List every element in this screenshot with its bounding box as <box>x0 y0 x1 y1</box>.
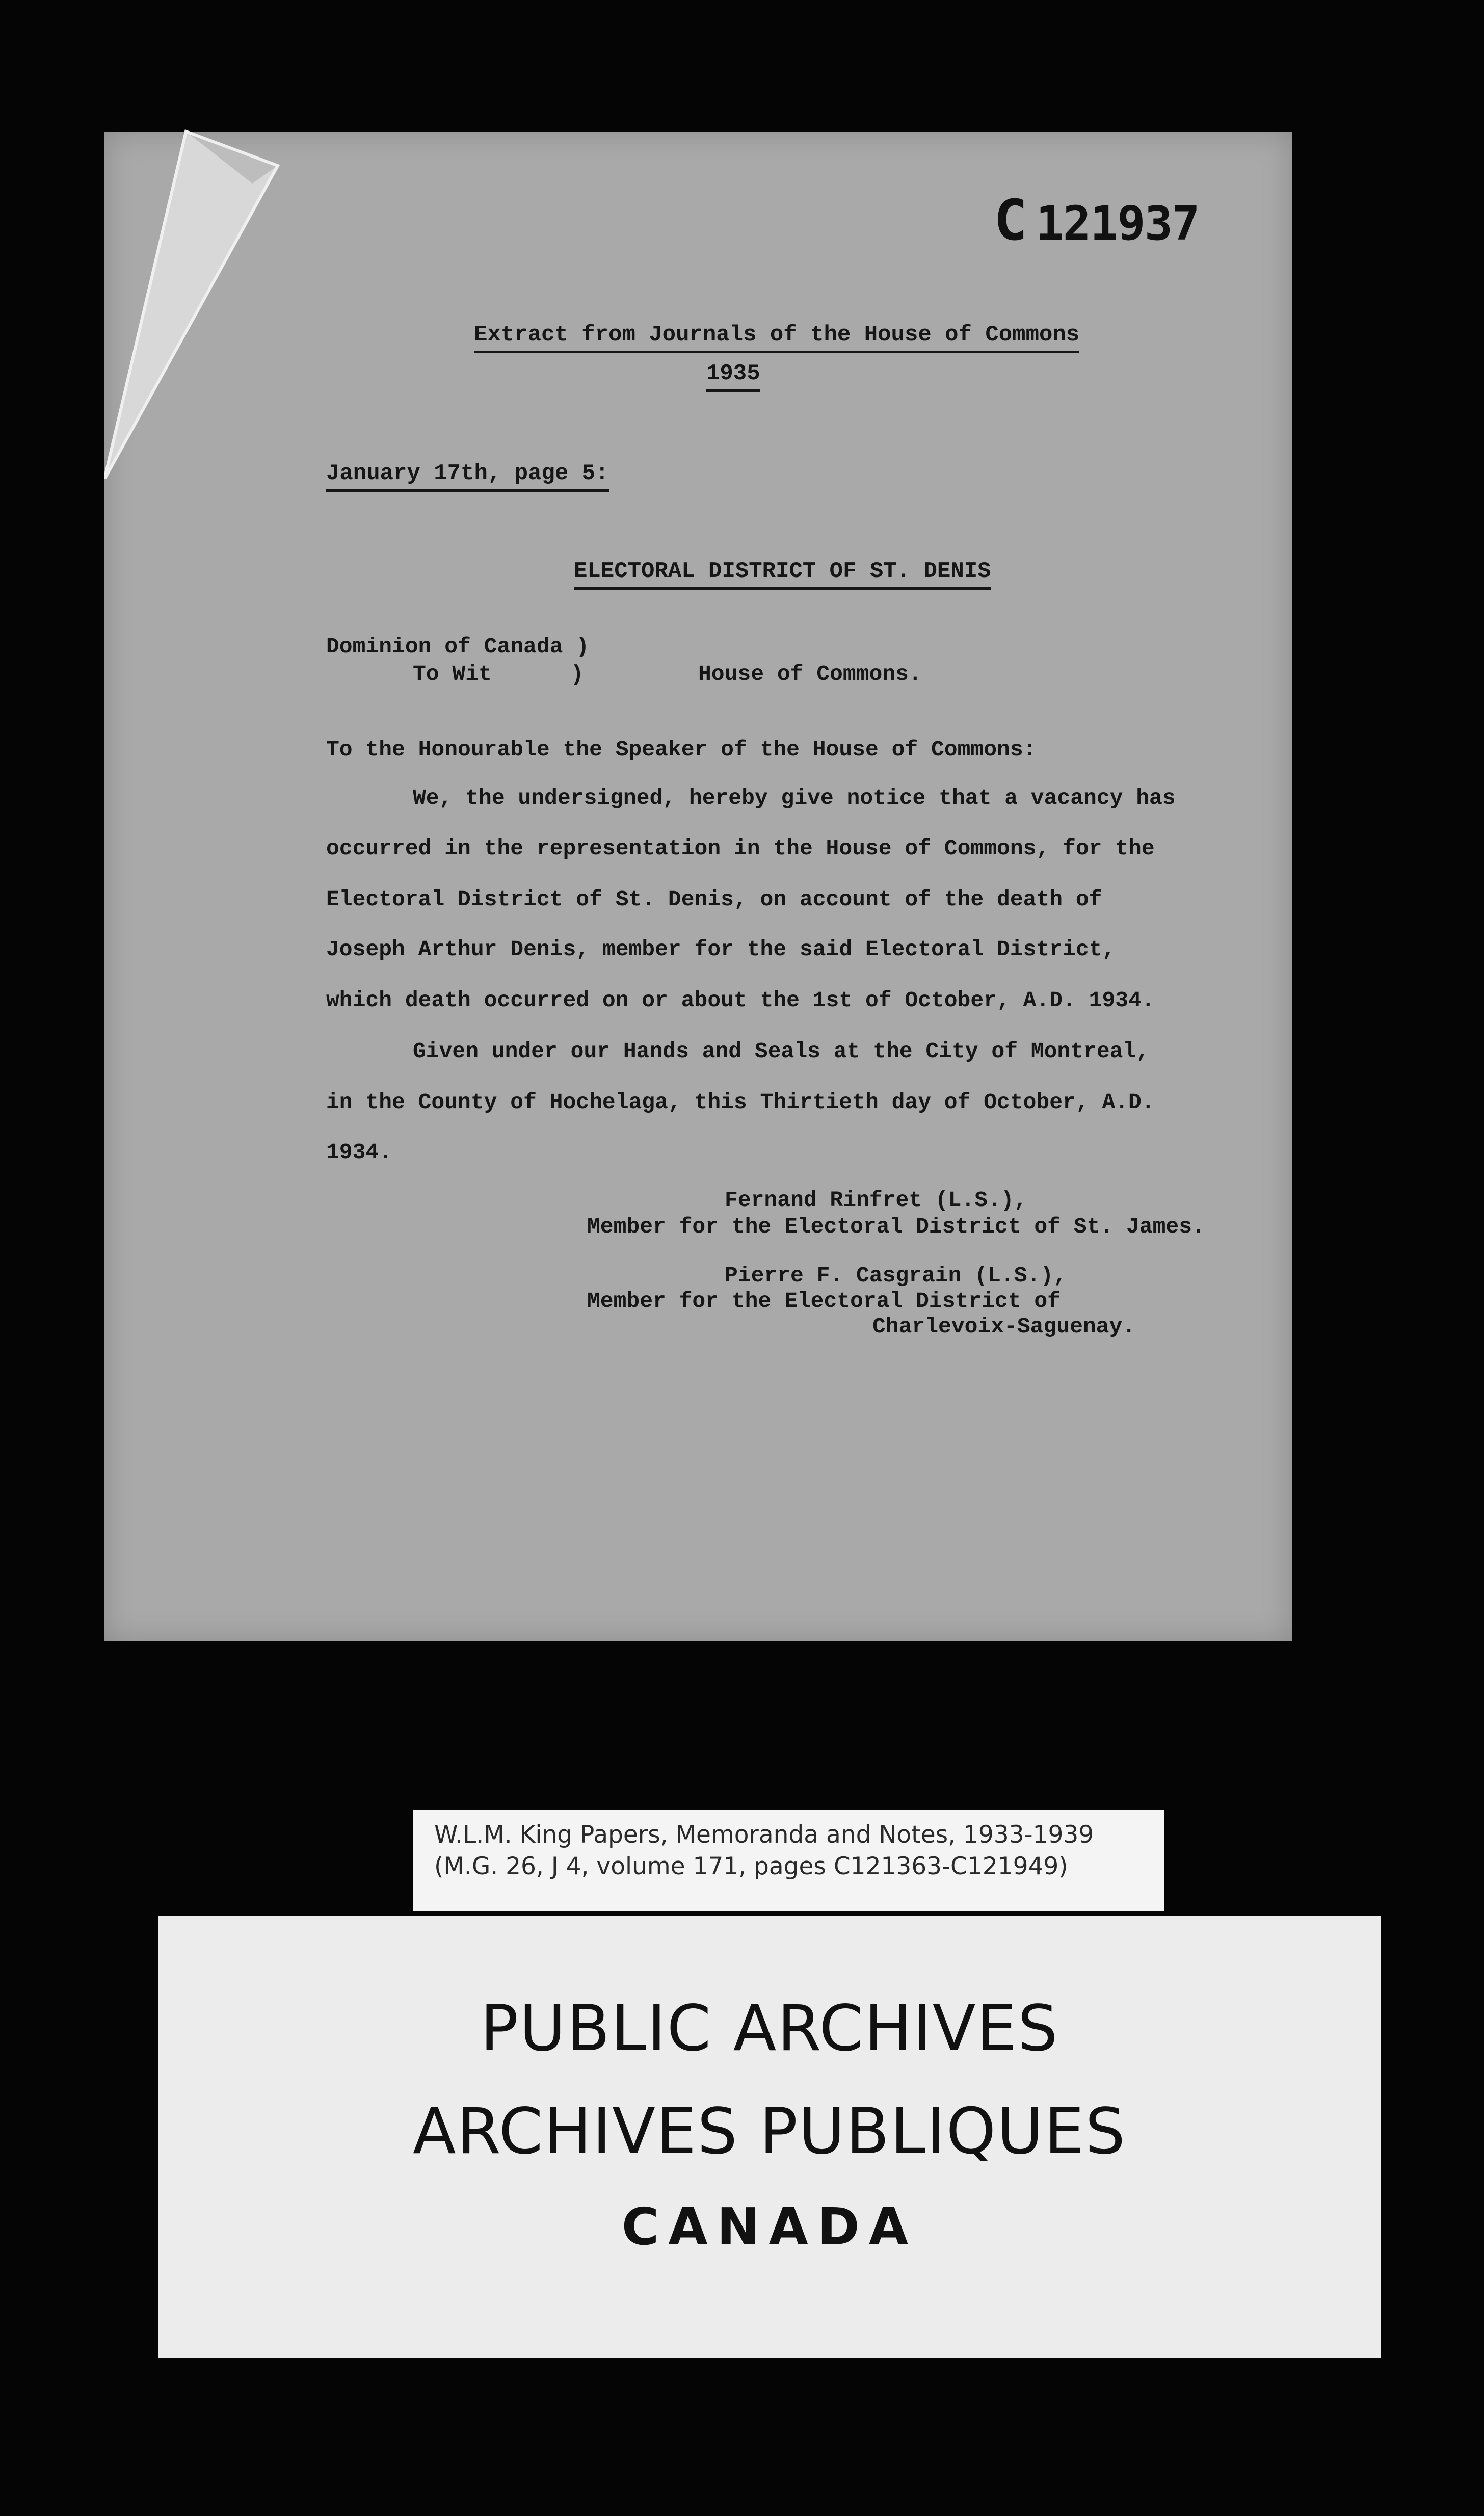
document-title: Extract from Journals of the House of Commons <box>474 322 1079 353</box>
signatory-name: Pierre F. Casgrain (L.S.), <box>725 1263 1067 1288</box>
body-line: 1934. <box>326 1140 392 1165</box>
signatory-district: Charlevoix-Saguenay. <box>872 1314 1136 1339</box>
public-archives-card <box>158 1916 1381 2358</box>
document-year: 1935 <box>706 361 760 392</box>
body-line: Given under our Hands and Seals at the City of Montreal, <box>413 1039 1150 1064</box>
section-heading: ELECTORAL DISTRICT OF ST. DENIS <box>574 559 991 590</box>
body-line: Electoral District of St. Denis, on account of the death of <box>326 887 1102 912</box>
label-line1: W.L.M. King Papers, Memoranda and Notes, 1933-1939 <box>434 1821 1094 1849</box>
body-line: We, the undersigned, hereby give notice that a vacancy has <box>413 785 1176 810</box>
archive-title-fr: ARCHIVES PUBLIQUES <box>412 2095 1127 2168</box>
signatory-role: Member for the Electoral District of <box>587 1289 1061 1314</box>
stamp-prefix: C <box>994 188 1027 253</box>
jurisdiction-line1: Dominion of Canada ) <box>326 634 590 659</box>
body-line: Joseph Arthur Denis, member for the said Electoral District, <box>326 937 1116 962</box>
date-reference: January 17th, page 5: <box>326 461 609 492</box>
body-line: which death occurred on or about the 1st of October, A.D. 1934. <box>326 988 1155 1013</box>
body-line: occurred in the representation in the House of Commons, for the <box>326 836 1155 861</box>
house-of-commons: House of Commons. <box>698 662 922 687</box>
archive-reference-label <box>413 1810 1164 1911</box>
stamp-number: 121937 <box>1036 196 1199 251</box>
folded-corner <box>104 122 288 479</box>
body-line: in the County of Hochelaga, this Thirtieth day of October, A.D. <box>326 1090 1155 1115</box>
salutation: To the Honourable the Speaker of the House of Commons: <box>326 737 1037 762</box>
label-line2: (M.G. 26, J 4, volume 171, pages C121363-C121949) <box>434 1852 1068 1880</box>
signatory-role: Member for the Electoral District of St. James. <box>587 1214 1205 1239</box>
signatory-name: Fernand Rinfret (L.S.), <box>725 1188 1027 1213</box>
archive-title-en: PUBLIC ARCHIVES <box>480 1992 1059 2065</box>
reference-stamp <box>994 188 1199 253</box>
archive-country: CANADA <box>621 2197 918 2257</box>
jurisdiction-line2: To Wit ) <box>413 662 584 687</box>
